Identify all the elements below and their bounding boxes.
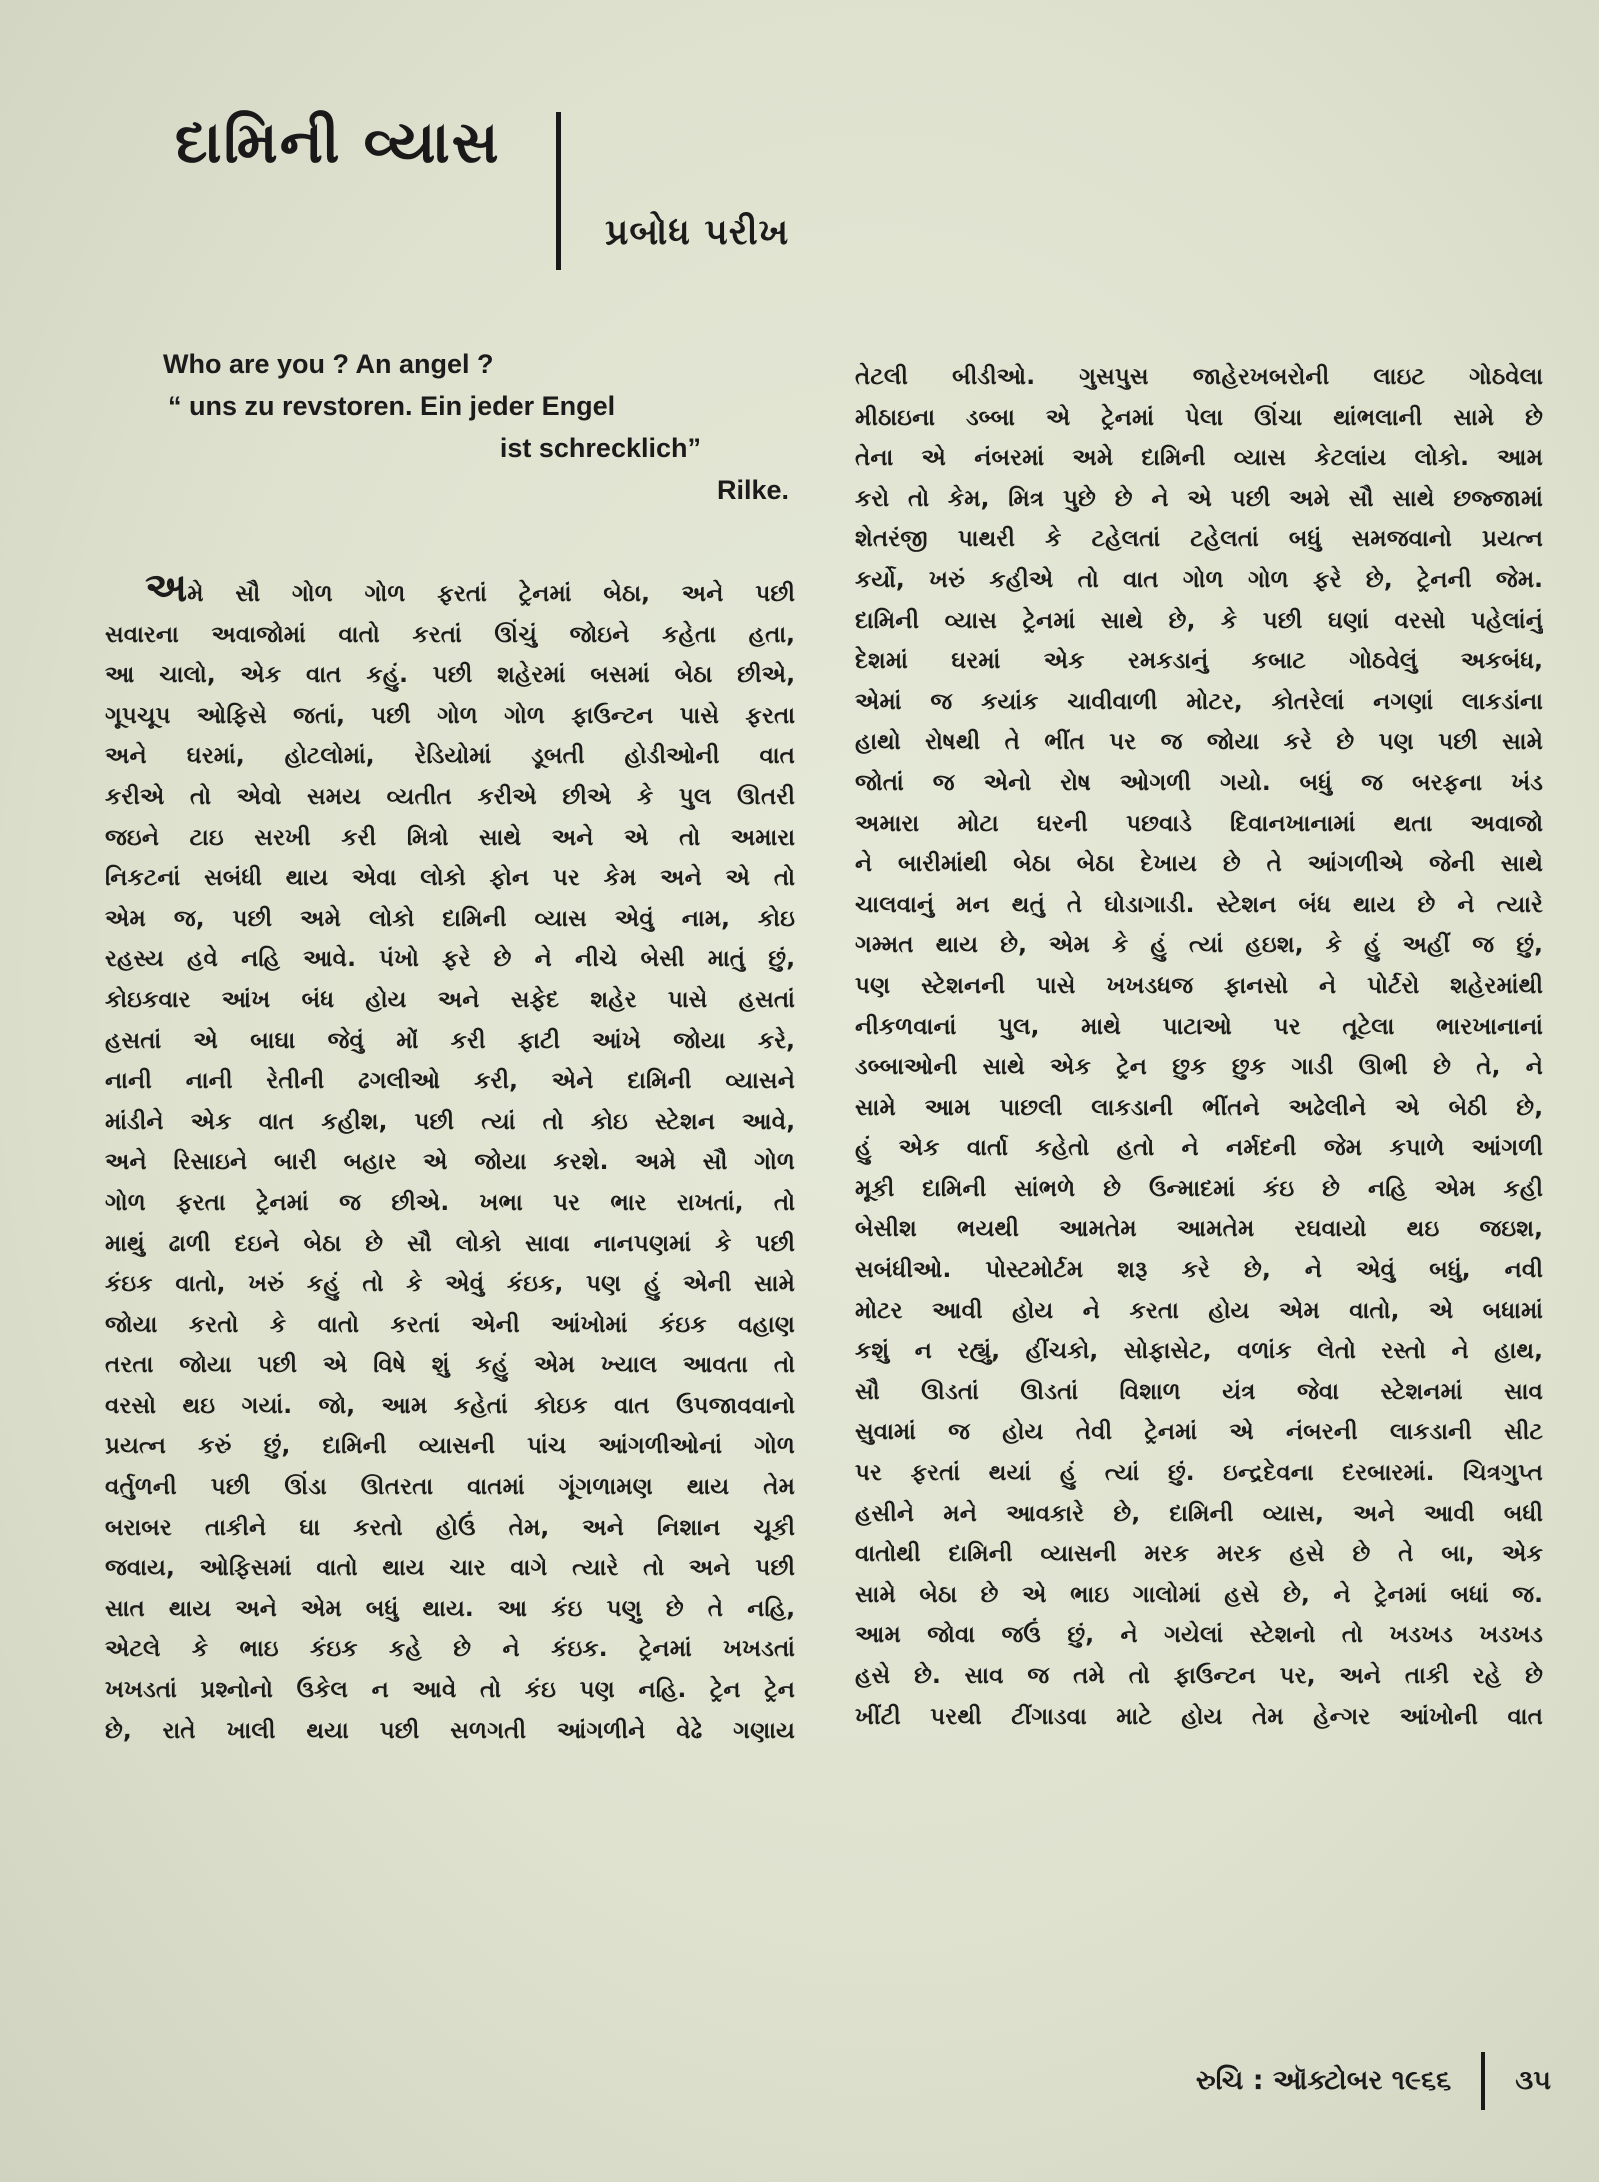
- text-line: હાથો રોષથી તે ભીંત પર જ જોયા કરે છે પણ પછી સામે: [855, 728, 1543, 756]
- text-line: સામે બેઠા છે એ ભાઇ ગાલોમાં હસે છે, ને ટ્રેનમાં બધાં જ.: [855, 1580, 1543, 1608]
- text-line-content: મે સૌ ગોળ ગોળ ફરતાં ટ્રેનમાં બેઠા, અને પછી: [187, 580, 795, 607]
- text-line: તેટલી બીડીઓ. ગુસપુસ જાહેરખબરોની લાઇટ ગોઠવેલા: [855, 363, 1543, 390]
- text-line: ગોળ ફરતા ટ્રેનમાં જ છીએ. ખભા પર ભાર રાખતાં, તો: [105, 1188, 795, 1216]
- text-line: ગૂપચૂપ ઓફિસે જતાં, પછી ગોળ ગોળ ફાઉન્ટન પાસે ફરતા: [105, 701, 795, 729]
- text-line: કરો તો કેમ, મિત્ર પુછે છે ને એ પછી અમે સૌ સાથે છજ્જામાં: [855, 484, 1543, 512]
- epigraph: [163, 343, 789, 511]
- text-line: અમારા મોટા ઘરની પછવાડે દિવાનખાનામાં થતા અવાજો: [855, 809, 1543, 837]
- text-line: દેશમાં ઘરમાં એક રમકડાનું કબાટ ગોઠવેલું અકબંધ,: [855, 647, 1543, 675]
- epigraph-question: Who are you ? An angel ?: [163, 349, 494, 379]
- text-line: હસતાં એ બાઘા જેવું મોં કરી ફાટી આંખે જોયા કરે,: [105, 1026, 795, 1054]
- text-line: શેતરંજી પાથરી કે ટહેલતાં ટહેલતાં બધું સમજવાનો પ્રયત્ન: [855, 525, 1543, 553]
- drop-cap: અ: [145, 573, 188, 611]
- text-line: [105, 573, 795, 615]
- text-line: ડબ્બાઓની સાથે એક ટ્રેન છુક છુક ગાડી ઊભી છે તે, ને: [855, 1053, 1543, 1081]
- text-line: ખખડતાં પ્રશ્નોનો ઉકેલ ન આવે તો કંઇ પણ નહિ. ટ્રેન ટ્રેન: [105, 1676, 795, 1704]
- text-line: પણ સ્ટેશનની પાસે ખખડધજ ફાનસો ને પોર્ટરો શહેરમાંથી: [855, 971, 1543, 999]
- text-line: આમ જોવા જઉં છું, ને ગયેલાં સ્ટેશનો તો ખડખડ ખડખડ: [855, 1621, 1543, 1649]
- footer-divider: [1481, 2052, 1485, 2110]
- page-footer: [1196, 2051, 1551, 2111]
- text-line: પ્રયત્ન કરું છું, દામિની વ્યાસની પાંચ આંગળીઓનાં ગોળ: [105, 1432, 795, 1460]
- text-line: ને બારીમાંથી બેઠા બેઠા દેખાય છે તે આંગળીએ જેની સાથે: [855, 850, 1543, 878]
- text-line: સામે આમ પાછલી લાકડાની ભીંતને અઢેલીને એ બેઠી છે,: [855, 1093, 1543, 1121]
- footer-page-number: ૩૫: [1515, 2065, 1551, 2096]
- text-line: સાત થાય અને એમ બધું થાય. આ કંઇ પણુ છે તે નહિ,: [105, 1594, 795, 1622]
- text-line: નિકટનાં સબંધી થાય એવા લોકો ફોન પર કેમ અને એ તો: [105, 864, 795, 892]
- text-line: કશું ન રહ્યું, હીંચકો, સોફાસેટ, વળાંક લેતો રસ્તો ને હાથ,: [855, 1337, 1543, 1365]
- text-line: કર્યો, ખરું કહીએ તો વાત ગોળ ગોળ ફરે છે, ટ્રેનની જેમ.: [855, 565, 1543, 593]
- text-line: આ ચાલો, એક વાત કહું. પછી શહેરમાં બસમાં બેઠા છીએ,: [105, 661, 795, 689]
- article-title: દામિની વ્યાસ: [175, 108, 501, 176]
- text-line: બેસીશ ભયથી આમતેમ આમતેમ રઘવાયો થઇ જઇશ,: [855, 1215, 1543, 1243]
- epigraph-quote-line-2: ist schrecklich”: [499, 433, 701, 463]
- text-line: જઇને ટાઇ સરખી કરી મિત્રો સાથે અને એ તો અમારા: [105, 823, 795, 851]
- text-line: જવાય, ઓફિસમાં વાતો થાય ચાર વાગે ત્યારે તો અને પછી: [105, 1554, 795, 1582]
- text-line: એમાં જ કયાંક ચાવીવાળી મોટર, કોતરેલાં નગણાં લાકડાંના: [855, 687, 1543, 715]
- text-line: માંડીને એક વાત કહીશ, પછી ત્યાં તો કોઇ સ્ટેશન આવે,: [105, 1107, 795, 1135]
- text-line: સુવામાં જ હોય તેવી ટ્રેનમાં એ નંબરની લાકડાની સીટ: [855, 1418, 1543, 1446]
- text-line: હું એક વાર્તા કહેતો હતો ને નર્મદની જેમ કપાળે આંગળી: [855, 1134, 1543, 1162]
- epigraph-quote-line-1: “ uns zu revstoren. Ein jeder Engel: [168, 391, 616, 421]
- text-line: મૂકી દામિની સાંભળે છે ઉન્માદમાં કંઇ છે નહિ એમ કહી: [855, 1174, 1543, 1202]
- text-line: વાતોથી દામિની વ્યાસની મરક મરક હસે છે તે બા, એક: [855, 1540, 1543, 1568]
- text-line: જોયા કરતો કે વાતો કરતાં એની આંખોમાં કંઇક વહાણ: [105, 1310, 795, 1338]
- text-line: સૌ ઊડતાં ઊડતાં વિશાળ યંત્ર જેવા સ્ટેશનમાં સાવ: [855, 1377, 1543, 1405]
- text-line: પર ફરતાં થયાં હું ત્યાં છું. ઇન્દ્રદેવના દરબારમાં. ચિત્રગુપ્ત: [855, 1459, 1543, 1487]
- text-line: સબંધીઓ. પોસ્ટમોર્ટમ શરૂ કરે છે, ને એવું બધું, નવી: [855, 1256, 1543, 1284]
- text-line: તરતા જોયા પછી એ વિષે શું કહું એમ ખ્યાલ આવતા તો: [105, 1351, 795, 1379]
- body-column-left: [105, 573, 795, 1751]
- text-line: એમ જ, પછી અમે લોકો દામિની વ્યાસ એવું નામ, કોઇ: [105, 904, 795, 932]
- text-line: સવારના અવાજોમાં વાતો કરતાં ઊંચું જોઇને કહેતા હતા,: [105, 620, 795, 648]
- text-line: છે, રાતે ખાલી થયા પછી સળગતી આંગળીને વેઢે ગણાય: [105, 1716, 795, 1744]
- body-column-right: [855, 357, 1543, 1737]
- text-line: હસે છે. સાવ જ તમે તો ફાઉન્ટન પર, અને તાકી રહે છે: [855, 1662, 1543, 1689]
- text-line: દામિની વ્યાસ ટ્રેનમાં સાથે છે, કે પછી ઘણાં વરસો પહેલાંનું: [855, 606, 1543, 634]
- epigraph-attribution: Rilke.: [716, 475, 789, 505]
- text-line: અને રિસાઇને બારી બહાર એ જોયા કરશે. અમે સૌ ગોળ: [105, 1148, 795, 1176]
- text-line: નીકળવાનાં પુલ, માથે પાટાઓ પર તૂટેલા ભારખાનાનાં: [855, 1012, 1543, 1040]
- text-line: તેના એ નંબરમાં અમે દામિની વ્યાસ કેટલાંય લોકો. આમ: [855, 444, 1543, 472]
- text-line: મોટર આવી હોય ને કરતા હોય એમ વાતો, એ બધામાં: [855, 1296, 1543, 1324]
- text-line: કરીએ તો એવો સમય વ્યતીત કરીએ છીએ કે પુલ ઊતરી: [105, 782, 795, 810]
- text-line: નાની નાની રેતીની ઢગલીઓ કરી, એને દામિની વ્યાસને: [105, 1067, 795, 1095]
- title-divider: [556, 112, 561, 270]
- text-line: માથું ઢાળી દઇને બેઠા છે સૌ લોકો સાવા નાનપણમાં કે પછી: [105, 1229, 795, 1257]
- text-line: વરસો થઇ ગયાં. જો, આમ કહેતાં કોઇક વાત ઉપજાવવાનો: [105, 1391, 795, 1419]
- footer-magazine-issue: રુચિ : ઑક્ટોબર ૧૯૬૬: [1195, 2065, 1452, 2096]
- text-line: રહસ્ય હવે નહિ આવે. પંખો ફરે છે ને નીચે બેસી માતું છું,: [105, 945, 795, 973]
- text-line: મીઠાઇના ડબ્બા એ ટ્રેનમાં પેલા ઊંચા થાંભલાની સામે છે: [855, 403, 1543, 431]
- text-line: ગમ્મત થાય છે, એમ કે હું ત્યાં હઇશ, કે હું અહીં જ છું,: [855, 931, 1543, 959]
- text-line: જોતાં જ એનો રોષ ઓગળી ગયો. બધું જ બરફના ખંડ: [855, 768, 1543, 796]
- text-line: ચાલવાનું મન થતું તે ઘોડાગાડી. સ્ટેશન બંધ થાય છે ને ત્યારે: [855, 890, 1543, 918]
- text-line: કંઇક વાતો, ખરું કહું તો કે એવું કંઇક, પણ હું એની સામે: [105, 1270, 795, 1298]
- text-line: ખીંટી પરથી ટીંગાડવા માટે હોય તેમ હેન્ગર આંખોની વાત: [855, 1702, 1543, 1730]
- text-line: કોઇકવાર આંખ બંધ હોય અને સફેદ શહેર પાસે હસતાં: [105, 985, 795, 1013]
- text-line: એટલે કે ભાઇ કંઇક કહે છે ને કંઇક. ટ્રેનમાં ખખડતાં: [105, 1635, 795, 1663]
- article-author: પ્રબોધ પરીખ: [605, 212, 790, 253]
- text-line: બરાબર તાકીને ઘા કરતો હોઉં તેમ, અને નિશાન ચૂકી: [105, 1513, 795, 1541]
- text-line: હસીને મને આવકારે છે, દામિની વ્યાસ, અને આવી બધી: [855, 1499, 1543, 1527]
- text-line: અને ઘરમાં, હોટલોમાં, રેડિયોમાં ડૂબતી હોડીઓની વાત: [105, 742, 795, 770]
- text-line: વર્તુળની પછી ઊંડા ઊતરતા વાતમાં ગૂંગળામણ થાય તેમ: [105, 1473, 795, 1501]
